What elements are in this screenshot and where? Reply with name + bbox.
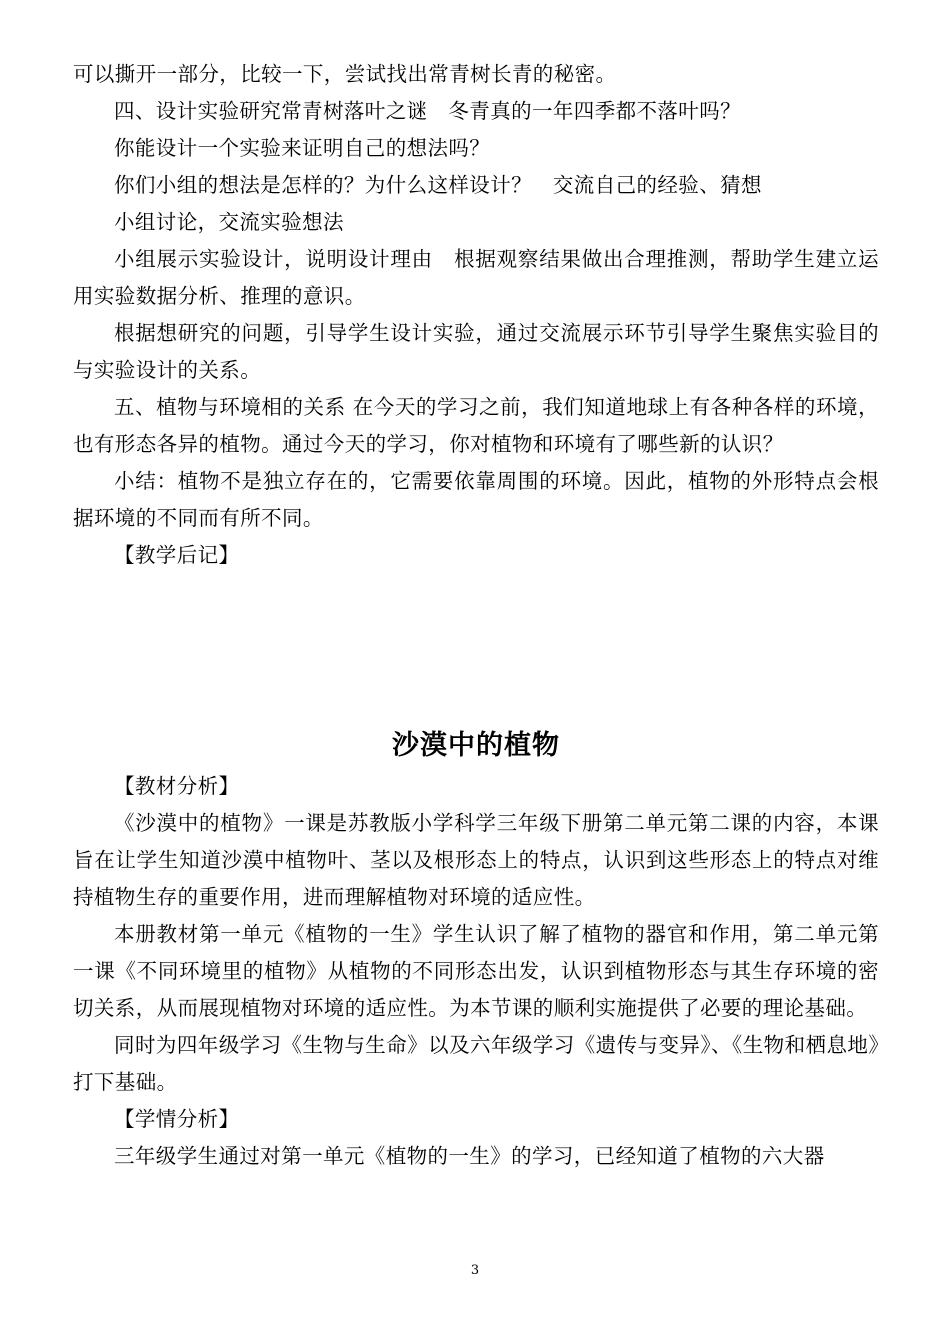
heading-teaching-notes: 【教学后记】 <box>114 543 240 567</box>
paragraph-section-four-heading: 四、设计实验研究常青树落叶之谜 冬青真的一年四季都不落叶吗？ <box>114 99 741 123</box>
paragraph-future-foundation: 同时为四年级学习《生物与生命》以及六年级学习《遗传与变异》、《生物和栖息地》打下基础。 <box>73 1033 879 1094</box>
paragraph-section-five: 五、植物与环境相的关系 在今天的学习之前，我们知道地球上有各种各样的环境，也有形态各异的植物。通过今天的学习，你对植物和环境有了哪些新的认识？ <box>73 395 879 456</box>
lesson-title: 沙漠中的植物 <box>392 730 560 761</box>
paragraph-guide-design: 根据想研究的问题，引导学生设计实验，通过交流展示环节引导学生聚焦实验目的与实验设计的关系。 <box>73 321 879 382</box>
paragraph-lesson-intro: 《沙漠中的植物》一课是苏教版小学科学三年级下册第二单元第二课的内容，本课旨在让学生知道沙漠中植物叶、茎以及根形态上的特点，认识到这些形态上的特点对维持植物生存的重要作用，进而理解植物对环境的适应性。 <box>73 811 879 909</box>
paragraph-student-background: 三年级学生通过对第一单元《植物的一生》的学习，已经知道了植物的六大器 <box>114 1144 825 1168</box>
section-spacer <box>73 574 879 724</box>
paragraph-group-discussion: 小组讨论，交流实验想法 <box>114 210 344 234</box>
page-number: 3 <box>470 1263 480 1278</box>
page-content <box>73 56 879 1175</box>
paragraph-unit-context: 本册教材第一单元《植物的一生》学生认识了解了植物的器官和作用，第二单元第一课《不同环境里的植物》从植物的不同形态出发，认识到植物形态与其生存环境的密切关系，从而展现植物对环境的适应性。为本节课的顺利实施提供了必要的理论基础。 <box>73 922 879 1020</box>
paragraph-summary: 小结：植物不是独立存在的，它需要依靠周围的环境。因此，植物的外形特点会根据环境的不同而有所不同。 <box>73 469 879 530</box>
paragraph-group-presentation: 小组展示实验设计，说明设计理由 根据观察结果做出合理推测，帮助学生建立运用实验数据分析、推理的意识。 <box>73 247 879 308</box>
heading-textbook-analysis: 【教材分析】 <box>114 774 240 798</box>
paragraph-group-idea: 你们小组的想法是怎样的？为什么这样设计？ 交流自己的经验、猜想 <box>114 173 762 197</box>
paragraph-continuation: 可以撕开一部分，比较一下，尝试找出常青树长青的秘密。 <box>73 62 617 86</box>
paragraph-design-question: 你能设计一个实验来证明自己的想法吗？ <box>114 136 491 160</box>
heading-student-analysis: 【学情分析】 <box>114 1107 240 1131</box>
